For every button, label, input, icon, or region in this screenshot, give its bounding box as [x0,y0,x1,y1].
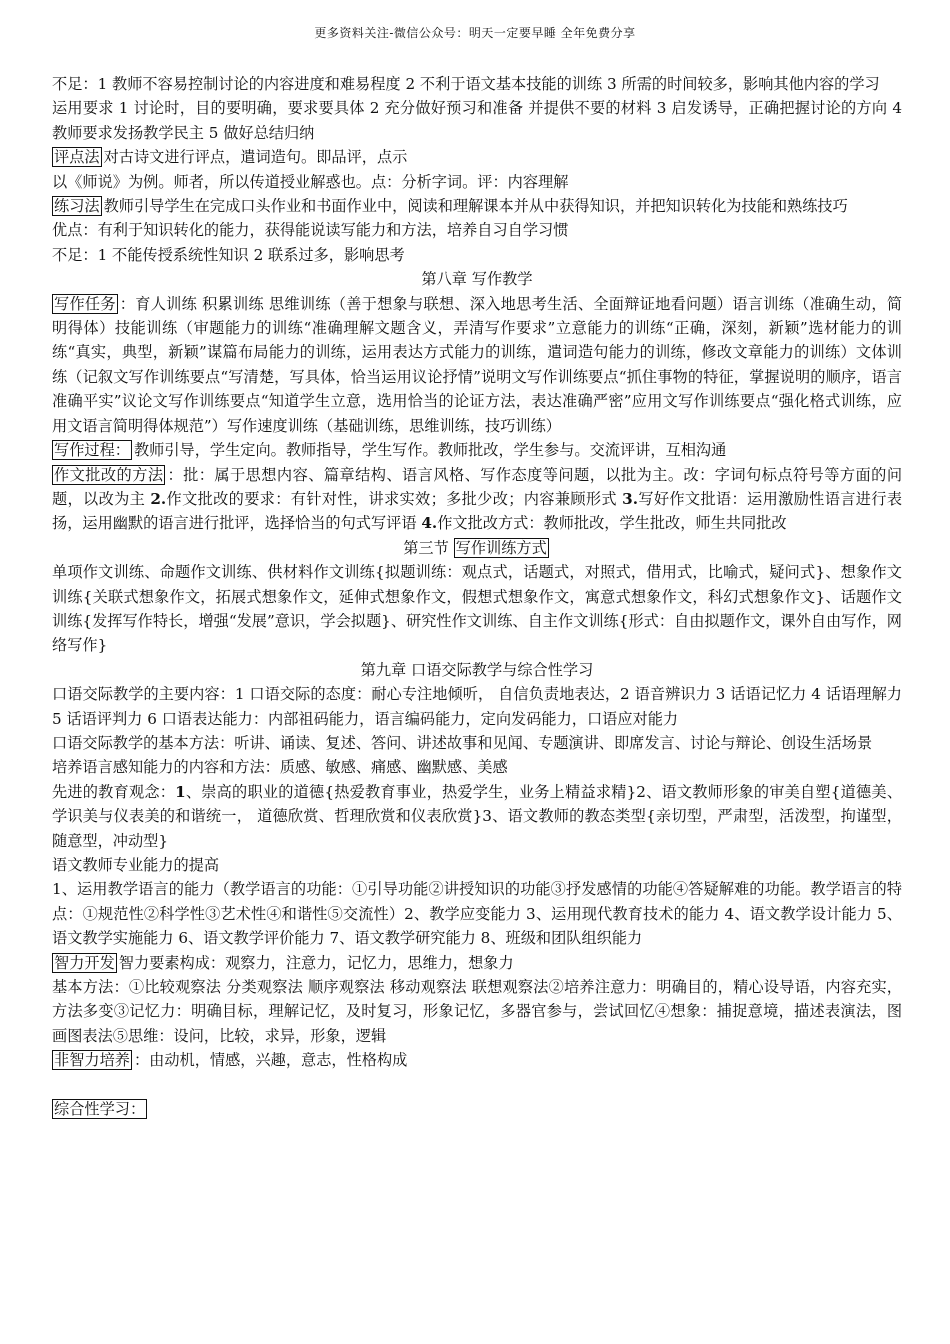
paragraph-non-intellect [52,1048,902,1072]
writing-tasks-text: ：育人训练 积累训练 思维训练（善于想象与联想、深入地思考生活、全面辩证地看问题）语言训练（准确生动，简明得体）技能训练（审题能力的训练“准确理解文题含义，弄清写作要求”立意能力的训练“正确，深刻，新颖”选材能力的训练“真实，典型，新颖”谋篇布局能力的训练，运用表达方式能力的训练，遣词造句能力的训练，修改文章能力的训练）文体训练（记叙文写作训练要点“写清楚，写具体，恰当运用议论抒情”说明文写作训练要点“抓住事物的特征，掌握说明的顺序，语言准确平实”议论文写作训练要点“知道学生立意，选用恰当的论证方法，表达准确严密”应用文写作训练要点“强化格式训练，应用文语言简明得体规范”）写作速度训练（基础训练，思维训练，技巧训练） [52,294,903,435]
paragraph-education-concepts [52,780,902,853]
section-3-heading [52,536,902,560]
boxed-term-non-intellect: 非智力培养 [54,1051,130,1070]
page-header: 更多资料关注-微信公众号：明天一定要早睡 全年免费分享 [314,26,636,40]
writing-process-text: 教师引导，学生定向。教师指导，学生写作。教师批改，学生参与。交流评讲，互相沟通 [133,441,727,460]
correction-text-c: 作文批改的要求：有针对性，讲求实效；多批少改；内容兼顾形式 [166,489,623,508]
paragraph-writing-process [52,438,902,462]
blank-line [52,1073,902,1097]
boxed-term-practice: 练习法 [54,197,100,216]
non-intellect-text: ：由动机，情感，兴趣，意志，性格构成 [133,1051,408,1070]
correction-text-d: 写好作文批语：运用激励性语言进行表扬，运用幽默的语言进行批评，选择恰当的句式写评语 [52,489,903,533]
paragraph-professional-abilities: 1、运用教学语言的能力（教学语言的功能：①引导功能②讲授知识的功能③抒发感情的功能④答疑解难的功能。教学语言的特点：①规范性②科学性③艺术性④和谐性⑤交流性）2、教学应变能力 3、运用现代教育技术的能力 4、语文教学设计能力 5、语文教学实施能力 6、语文教学评价能力 7、语文教学研究能力 8、班级和团队组织能力 [52,880,902,948]
boxed-term-writing-process: 写作过程： [54,441,130,460]
practice-text: 教师引导学生在完成口头作业和书面作业中，阅读和理解课本并从中获得知识，并把知识转化为技能和熟练技巧 [103,197,848,216]
paragraph-commentary-method [52,145,902,169]
chapter-8-heading: 第八章 写作教学 [421,270,533,289]
paragraph-training-types: 单项作文训练、命题作文训练、供材料作文训练{拟题训练：观点式，话题式，对照式，借用式，比喻式，疑问式}、想象作文训练{关联式想象作文，拓展式想象作文，延伸式想象作文，假想式想象作文，寓意式想象作文，科幻式想象作文}、话题作文训练{发挥写作特长，增强“发展”意识，学会拟题}、研究性作文训练、自主作文训练{形式：自由拟题作文，课外自由写作，网络写作} [52,563,902,655]
boxed-term-intellect: 智力开发 [54,953,115,972]
boxed-term-essay-correction: 作文批改的方法 [54,465,164,484]
paragraph-basic-methods: 基本方法：①比较观察法 分类观察法 顺序观察法 移动观察法 联想观察法②培养注意力：明确目的，精心设导语，内容充实，方法多变③记忆力：明确目标，理解记忆，及时复习，形象记忆，多器官参与，尝试回忆④想象：捕捉意境，描述表演法，图画图表法⑤思维：设问，比较，求异，形象，逻辑 [52,978,902,1045]
chapter-9-heading: 第九章 口语交际教学与综合性学习 [360,660,594,679]
paragraph-oral-content: 口语交际教学的主要内容：1 口语交际的态度：耐心专注地倾听， 自信负责地表达，2 语音辨识力 3 话语记忆力 4 话语理解力 5 话语评判力 6 口语表达能力：内部祖码能力，语言编码能力，定向发码能力，口语应对能力 [52,685,902,728]
paragraph-intellect-development [52,951,902,975]
paragraph-writing-tasks [52,292,902,438]
section-3-prefix: 第三节 [403,538,449,557]
correction-num-4: 4. [421,514,438,533]
correction-text-a: ：批：属于思想内容、篇章结构、语言风格、写作态度等问题，以批为主。改：字词句标点符号等方面的问题，以改为主 [52,465,903,508]
paragraph-oral-methods: 口语交际教学的基本方法：听讲、诵读、复述、答问、讲述故事和见闻、专题演讲、即席发言、讨论与辩论、创设生活场景 [52,733,873,752]
boxed-term-commentary: 评点法 [54,148,100,167]
concepts-num-1: 1 [175,782,186,801]
paragraph-comprehensive-learning [52,1097,902,1121]
paragraph-practice-drawbacks: 不足：1 不能传授系统性知识 2 联系过多，影响思考 [52,245,405,264]
commentary-text: 对古诗文进行评点，遣词造句。即品评，点示 [103,148,408,167]
correction-text-e: 作文批改方式：教师批改，学生批改，师生共同批改 [437,514,787,533]
boxed-term-comprehensive: 综合性学习： [54,1099,146,1118]
paragraph-language-perception: 培养语言感知能力的内容和方法：质感、敏感、痛感、幽默感、美感 [52,758,508,777]
correction-num-3: 3. [622,489,638,508]
paragraph-practice-advantages: 优点：有利于知识转化的能力，获得能说读写能力和方法，培养自习自学习惯 [52,221,569,240]
paragraph-essay-correction [52,463,902,536]
paragraph-practice-method [52,194,902,218]
paragraph-discussion-requirements: 运用要求 1 讨论时，目的要明确，要求要具体 2 充分做好预习和准备 并提供不要的材料 3 启发诱导，正确把握讨论的方向 4 教师要求发扬教学民主 5 做好总结归纳 [52,99,902,142]
correction-num-2: 2. [150,489,167,508]
paragraph-shishuo-example: 以《师说》为例。师者，所以传道授业解惑也。点：分析字词。评：内容理解 [52,172,569,191]
document-body [52,72,902,1121]
boxed-term-writing-tasks: 写作任务 [54,294,116,313]
boxed-term-writing-training: 写作训练方式 [455,538,547,557]
concepts-text: 、崇高的职业的道德{热爱教育事业，热爱学生，业务上精益求精}2、语文教师形象的审美自塑{道德美、学识美与仪表美的和谐统一， 道德欣赏、哲理欣赏和仪表欣赏}3、语文教师的教态类型{亲切型，严肃型，活泼型，拘谨型，随意型，冲动型} [52,782,903,850]
paragraph-discussion-drawbacks: 不足：1 教师不容易控制讨论的内容进度和难易程度 2 不利于语文基本技能的训练 3 所需的时间较多，影响其他内容的学习 [52,75,880,93]
concepts-label: 先进的教育观念： [52,782,176,801]
intellect-text: 智力要素构成：观察力，注意力，记忆力，思维力，想象力 [118,953,514,972]
paragraph-professional-heading: 语文教师专业能力的提高 [52,856,220,874]
